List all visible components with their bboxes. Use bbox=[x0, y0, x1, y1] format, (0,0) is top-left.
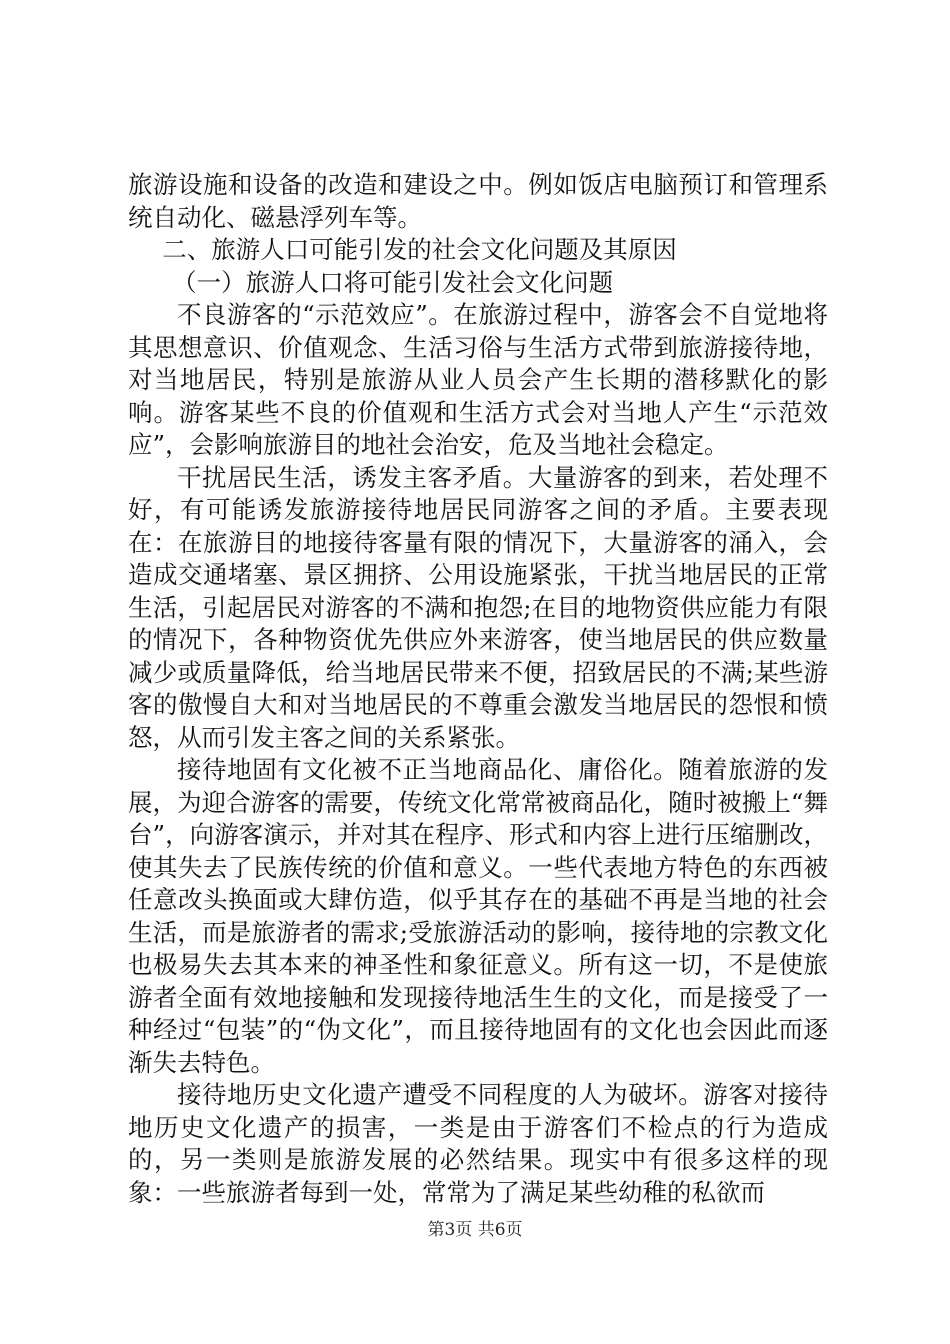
paragraph-commercialization: 接待地固有文化被不正当地商品化、庸俗化。随着旅游的发展，为迎合游客的需要，传统文化常常被商品化，随时被搬上“舞台”，向游客演示，并对其在程序、形式和内容上进行压缩删改，使其失去了民族传统的价值和意义。一些代表地方特色的东西被任意改头换面或大肆仿造，似乎其存在的基础不再是当地的社会生活，而是旅游者的需求;受旅游活动的影响，接待地的宗教文化也极易失去其本来的神圣性和象征意义。所有这一切，不是使旅游者全面有效地接触和发现接待地活生生的文化，而是接受了一种经过“包装”的“伪文化”，而且接待地固有的文化也会因此而逐渐失去特色。 bbox=[128, 755, 828, 1077]
paragraph-host-guest-conflict: 干扰居民生活，诱发主客矛盾。大量游客的到来，若处理不好，有可能诱发旅游接待地居民同游客之间的矛盾。主要表现在：在旅游目的地接待客量有限的情况下，大量游客的涌入，会造成交通堵塞、景区拥挤、公用设施紧张，干扰当地居民的正常生活，引起居民对游客的不满和抱怨;在目的地物资供应能力有限的情况下，各种物资优先供应外来游客，使当地居民的供应数量减少或质量降低，给当地居民带来不便，招致居民的不满;某些游客的傲慢自大和对当地居民的不尊重会激发当地居民的怨恨和愤怒，从而引发主客之间的关系紧张。 bbox=[128, 462, 828, 752]
paragraph-demonstration-effect: 不良游客的“示范效应”。在旅游过程中，游客会不自觉地将其思想意识、价值观念、生活习俗与生活方式带到旅游接待地，对当地居民，特别是旅游从业人员会产生长期的潜移默化的影响。游客某些不良的价值观和生活方式会对当地人产生“示范效应”，会影响旅游目的地社会治安，危及当地社会稳定。 bbox=[128, 300, 828, 459]
paragraph-continuation: 旅游设施和设备的改造和建设之中。例如饭店电脑预订和管理系统自动化、磁悬浮列车等。 bbox=[128, 170, 828, 232]
paragraph-heritage-damage: 接待地历史文化遗产遭受不同程度的人为破坏。游客对接待地历史文化遗产的损害，一类是由于游客们不检点的行为造成的，另一类则是旅游发展的必然结果。现实中有很多这样的现象：一些旅游者每到一处，常常为了满足某些幼稚的私欲而 bbox=[128, 1080, 828, 1207]
page-number-footer: 第3页 共6页 bbox=[427, 1220, 523, 1240]
document-body bbox=[128, 169, 828, 1209]
section-heading: 二、旅游人口可能引发的社会文化问题及其原因 bbox=[162, 235, 677, 264]
subsection-heading: （一）旅游人口将可能引发社会文化问题 bbox=[172, 267, 614, 297]
